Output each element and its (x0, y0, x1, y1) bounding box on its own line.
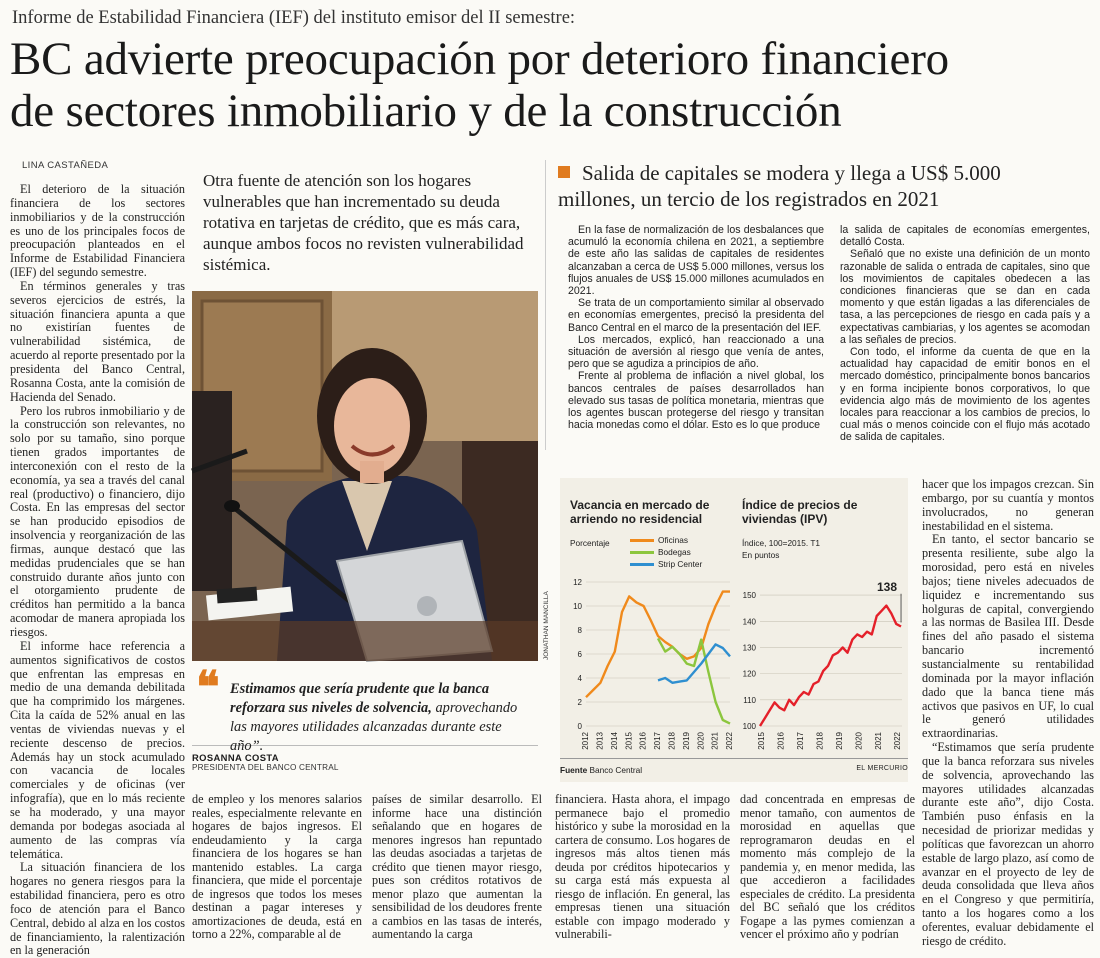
x-tick-label: 2015 (624, 732, 634, 750)
x-tick-label: 2021 (710, 732, 720, 750)
x-tick-label: 2020 (854, 732, 864, 750)
photo-rosanna-costa (192, 291, 538, 661)
pull-quote (192, 662, 538, 754)
square-bullet-icon (558, 166, 570, 178)
headline (10, 33, 1095, 137)
paragraph: Con todo, el informe da cuenta de que en la actualidad hay capacidad de emitir bonos en el mercado doméstico, principalmente bonos bancarios y en forma incipiente bonos corporativos, lo que evidencia algo más de movimiento de los agentes locales para reaccionar a los cambios de precios, lo cual más o menos coincide con el flujo más acotado de salida de capitales. (840, 346, 1090, 444)
y-tick-label: 10 (573, 602, 582, 611)
paragraph: la salida de capitales de economías emergentes, detalló Costa. (840, 224, 1090, 249)
y-tick-label: 150 (742, 591, 756, 601)
x-tick-label: 2022 (893, 732, 903, 750)
sidebar-column-1 (568, 224, 824, 454)
paragraph: Señaló que no existe una definición de un monto razonable de salida o entrada de capitales, sino que los movimientos de capitales obedecen a las condiciones financieras que se dan en cada momento y que están ligadas a las diferenciales de tasa, a las percepciones de riesgo en cada país y a expectativas cambiarias, y los agentes se acomodan a las señales de precios. (840, 248, 1090, 346)
paragraph: En términos generales y tras severos ejercicios de estrés, la situación financiera apunta a que no existirían fuentes de vulnerabilidad sistémica, de acuerdo al reporte presentado por la presidenta del Banco Central, Rosanna Costa, ante la comisión de Hacienda del Senado. (10, 278, 185, 404)
paragraph: El deterioro de la situación financiera de los sectores inmobiliarios y de la construcción es uno de los principales focos de preocupación planteados en el Informe de Estabilidad Financiera (IEF) del segundo semestre. (10, 182, 185, 280)
pull-quote-bold: Estimamos que sería prudente que la banca reforzara sus niveles de solvencia, (230, 681, 490, 716)
article-column-3: países de similar desarrollo. El informe hace una distinción señalando que en hogares de menores ingresos han repuntado las deudas asociadas a tarjetas de crédito que tienen mayor riesgo, pues son créditos rotativos de menor plazo que aumentan la sensibilidad de los deudores frente a cambios en las tasas de interés, aumentando la carga (372, 792, 542, 941)
photo-illustration (192, 291, 538, 661)
y-tick-label: 6 (577, 650, 582, 659)
photo-credit (543, 570, 553, 660)
photo-credit-text: JONATHAN MANCILLA (543, 591, 550, 660)
quote-author-role: PRESIDENTA DEL BANCO CENTRAL (192, 763, 339, 772)
series-line (586, 592, 730, 698)
sidebar-headline (558, 160, 1078, 212)
chart-1-ylabel: Porcentaje (570, 538, 610, 548)
x-tick-label: 2018 (815, 732, 825, 750)
x-tick-label: 2016 (776, 732, 786, 750)
x-tick-label: 2020 (696, 732, 706, 750)
paragraph: Los mercados, explicó, han reaccionado a una situación de aversión al riesgo que venía de antes, pero que se agudiza a principios de año. (568, 333, 824, 371)
legend-label: Strip Center (658, 559, 703, 569)
chart-brand: EL MERCURIO (856, 765, 908, 772)
article-column-6 (922, 477, 1094, 948)
y-tick-label: 140 (742, 617, 756, 627)
article-column-2: de empleo y los menores salarios reales, especialmente relevante en hogares de bajos ingresos. El endeudamiento y la carga financiera de los hogares se han mantenido estables. La carga financiera, que mide el porcentaje de ingresos que todos los meses destinan a pagar intereses y amortizaciones de deuda, está en torno a 22%, comparable al de (192, 792, 362, 941)
annotation-label: 138 (876, 579, 898, 594)
headline-line-2: de sectores inmobiliario y de la construcción (10, 85, 842, 137)
x-tick-label: 2013 (595, 732, 605, 750)
x-tick-label: 2015 (757, 732, 767, 750)
article-column-1 (10, 182, 185, 958)
paragraph: En la fase de normalización de los desbalances que acumuló la economía chilena en 2021, a septiembre de este año las salidas de capitales de residentes alcanzaban a cerca de US$ 5.000 millones, versus los flujos anuales de US$ 15.000 millones acumulados en 2021. (568, 224, 824, 298)
chart-source-label: Fuente (560, 765, 588, 775)
y-tick-label: 4 (577, 674, 582, 683)
chart-canvas (560, 478, 908, 782)
x-tick-label: 2019 (681, 732, 691, 750)
x-tick-label: 2019 (834, 732, 844, 750)
kicker: Informe de Estabilidad Financiera (IEF) del instituto emisor del II semestre: (12, 8, 576, 28)
x-tick-label: 2021 (873, 732, 883, 750)
chart-2-title: Índice de precios de viviendas (IPV) (742, 498, 858, 526)
x-tick-label: 2022 (725, 732, 735, 750)
chart-2-subtitle: Índice, 100=2015. T1 (742, 538, 821, 548)
x-tick-label: 2017 (795, 732, 805, 750)
headline-line-1: BC advierte preocupación por deterioro financiero (10, 33, 949, 85)
byline: LINA CASTAÑEDA (22, 160, 109, 171)
x-tick-label: 2012 (581, 732, 591, 750)
y-tick-label: 110 (743, 695, 756, 705)
series-line (760, 606, 901, 726)
paragraph: “Estimamos que sería prudente que la banca reforzara sus niveles de solvencia, aprovechando las mayores utilidades alcanzadas durante este año”, dijo Costa. También puso énfasis en la necesidad de priorizar medidas y políticas que favorezcan un ahorro estable de largo plazo, así como de avanzar en el proyecto de ley de deuda consolidada que lleva años en el Congreso y que permitiría, tanto a los hogares como a los oferentes, evaluar debidamente el riesgo de crédito. (922, 740, 1094, 948)
y-tick-label: 2 (577, 698, 582, 707)
legend-label: Bodegas (658, 547, 691, 557)
paragraph: La situación financiera de los hogares no genera riesgos para la estabilidad financiera, pero es otro foco de atención para el Banco Central, debido al alza en los costos de financiamiento, la ralentización en la generación (10, 860, 185, 958)
chart-source-name: Banco Central (589, 765, 643, 775)
chart-source (560, 765, 642, 775)
pull-quote-rest: aprovechando las mayores utilidades alcanzadas durante este año”. (230, 700, 518, 754)
chart-2-ylabel: En puntos (742, 550, 780, 560)
x-tick-label: 2018 (667, 732, 677, 750)
article-column-5: dad concentrada en empresas de menor tamaño, con aumentos de morosidad en aquellas que reprogramaron deudas en el momento más complejo de la pandemia y, en menor medida, las que accedieron a facilidades especiales de crédito. La presidenta del BC señaló que los créditos Fogape a las pymes comienzan a vencer el próximo año y podrían (740, 792, 915, 941)
paragraph: En tanto, el sector bancario se presenta resiliente, sube algo la morosidad, pero está en niveles bajos; tiene niveles adecuados de liquidez e incrementando sus holguras de capital, convergiendo a las normas de Basilea III. Desde fines del año pasado el sistema bancario incrementó sustancialmente su rentabilidad dominada por la mayor inflación dado que la banca tiene más activos que pasivos en UF, lo cual le generó utilidades extraordinarias. (922, 532, 1094, 741)
paragraph: Se trata de un comportamiento similar al observado en economías emergentes, precisó la presidenta del Banco Central en el marco de la presentación del IEF. (568, 297, 824, 334)
y-tick-label: 100 (742, 722, 756, 731)
y-tick-label: 120 (742, 669, 756, 679)
chart-1-title: Vacancia en mercado de arriendo no residencial (570, 498, 710, 526)
x-tick-label: 2016 (638, 732, 648, 750)
sidebar-column-2 (840, 224, 1090, 454)
paragraph: Pero los rubros inmobiliario y de la construcción son relevantes, no solo por su tamaño, sino porque tienen grados importantes de interconexión con el resto de la economía, ya sea a través del canal real (productivo) o financiero, dijo Costa. En las empresas del sector se han producido episodios de insolvencia y reorganización de las firmas, aunque destacó que las medidas prudenciales que se han construido durante años junto con el otorgamiento prudente de créditos han permitido a la banca acomodar de manera apropiada los riesgos. (10, 403, 185, 639)
infographic (560, 478, 908, 782)
legend-label: Oficinas (658, 535, 688, 545)
lead-deck: Otra fuente de atención son los hogares vulnerables que han incrementado su deuda rotativa en tarjetas de crédito, que es más cara, aunque ambos focos no revisten vulnerabilidad sistémica. (203, 171, 524, 274)
article-column-4: financiera. Hasta ahora, el impago permanece bajo el promedio histórico y sube la morosidad en la cartera de consumo. Los hogares de ingresos más altos tienen más deuda por créditos hipotecarios y su carga está más expuesta al riesgo de inflación. En general, las empresas tienen una situación estable con impago moderado y vulnerabili- (555, 792, 730, 941)
paragraph: El informe hace referencia a aumentos significativos de costos que enfrentan las empresas en medio de una demanda debilitada que ha comprimido los márgenes. Cita la caída de 52% anual en las ventas de viviendas nuevas y el reciente descenso de precios. Además hay un stock acumulado con vacancia de locales comerciales y de oficinas (ver infografía), que en lo más reciente se ha moderado, y una mayor demanda por bodegas asociada al aumento de las compras vía telemática. (10, 638, 185, 861)
chart-footer-rule (560, 758, 908, 759)
quote-attribution (192, 752, 392, 772)
x-tick-label: 2017 (653, 732, 663, 750)
x-tick-label: 2014 (609, 732, 619, 750)
quote-mark-icon: ❝ (196, 662, 220, 713)
y-tick-label: 0 (577, 722, 582, 731)
sidebar-headline-text: Salida de capitales se modera y llega a US$ 5.000 millones, un tercio de los registrados en 2021 (558, 161, 1001, 211)
column-separator (545, 160, 546, 450)
y-tick-label: 130 (742, 643, 756, 653)
paragraph: Frente al problema de inflación a nivel global, los bancos centrales de países desarrollados han elevado sus tasas de política monetaria, mientras que los agentes buscan protegerse del riesgo y transitan hacia monedas como el dólar. Esto es lo que produce (568, 370, 824, 432)
paragraph: hacer que los impagos crezcan. Sin embargo, por su cuantía y montos involucrados, no generan inestabilidad en el sistema. (922, 477, 1094, 533)
pull-quote-text (230, 680, 530, 756)
quote-author-name: ROSANNA COSTA (192, 752, 279, 763)
y-tick-label: 12 (573, 578, 582, 587)
y-tick-label: 8 (577, 626, 582, 635)
